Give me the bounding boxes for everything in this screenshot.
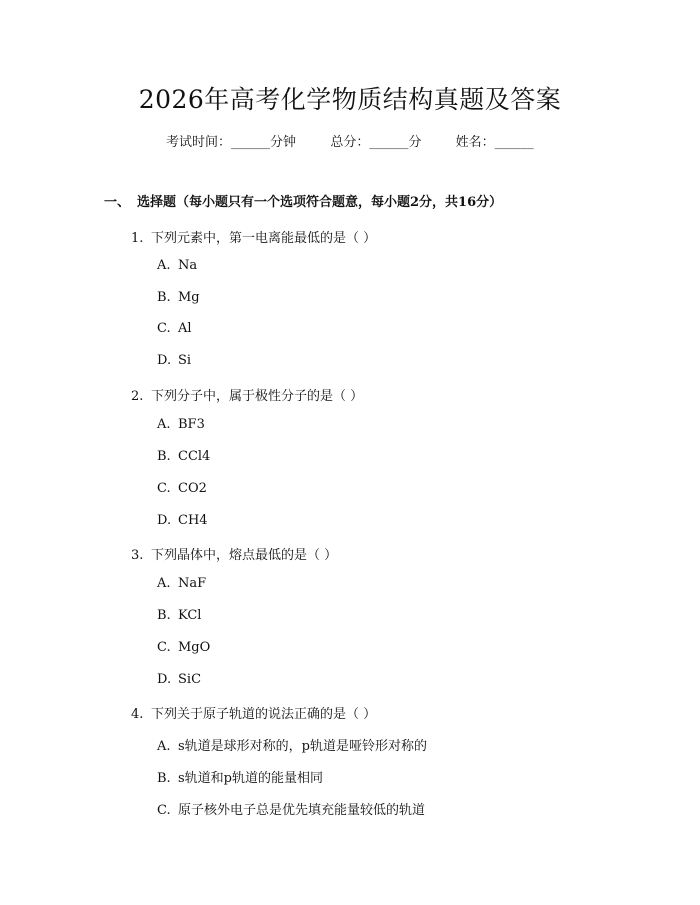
section-text: 选择题（每小题只有一个选项符合题意，每小题2分，共16分）: [137, 195, 503, 210]
option-letter: C.: [157, 481, 171, 496]
section-number: 一、: [104, 195, 131, 210]
time-unit: 分钟: [270, 135, 297, 150]
page-title: 2026年高考化学物质结构真题及答案: [138, 85, 562, 114]
option-3d: [157, 672, 201, 687]
exam-info-line: [166, 131, 534, 150]
option-text: BF3: [178, 417, 205, 432]
question-3: [131, 544, 337, 563]
option-3a: [157, 576, 206, 591]
question-text: 下列关于原子轨道的说法正确的是（ ）: [151, 707, 377, 722]
question-number: 3.: [131, 548, 144, 563]
option-text: Mg: [178, 290, 200, 305]
question-2: [131, 385, 363, 404]
option-text: s轨道和p轨道的能量相同: [178, 771, 323, 786]
option-1b: [157, 290, 200, 305]
question-text: 下列元素中，第一电离能最低的是（ ）: [151, 231, 377, 246]
name-blank: ______: [494, 135, 534, 150]
time-label: 考试时间：: [166, 135, 232, 150]
question-text: 下列分子中，属于极性分子的是（ ）: [151, 389, 364, 404]
option-text: 原子核外电子总是优先填充能量较低的轨道: [178, 803, 426, 818]
option-1a: [157, 258, 197, 273]
option-text: Na: [178, 258, 198, 273]
option-4b: [157, 767, 323, 786]
option-text: CO2: [178, 481, 207, 496]
option-letter: B.: [157, 608, 171, 623]
option-text: MgO: [178, 640, 211, 655]
option-letter: D.: [157, 672, 172, 687]
option-letter: A.: [157, 739, 171, 754]
option-2a: [157, 417, 205, 432]
option-text: SiC: [178, 672, 202, 687]
question-4: [131, 703, 376, 722]
option-2d: [157, 513, 208, 528]
score-label: 总分：: [330, 135, 370, 150]
option-letter: C.: [157, 640, 171, 655]
option-letter: D.: [157, 353, 172, 368]
option-text: NaF: [178, 576, 207, 591]
option-letter: A.: [157, 258, 171, 273]
option-2b: [157, 449, 210, 464]
option-1d: [157, 353, 191, 368]
option-letter: B.: [157, 290, 171, 305]
option-3c: [157, 640, 210, 655]
option-letter: C.: [157, 803, 171, 818]
option-text: KCl: [178, 608, 202, 623]
question-text: 下列晶体中，熔点最低的是（ ）: [151, 548, 338, 563]
option-text: Si: [178, 353, 192, 368]
score-blank: ______: [369, 135, 409, 150]
question-number: 1.: [131, 231, 144, 246]
option-4a: [157, 735, 427, 754]
option-letter: B.: [157, 771, 171, 786]
score-unit: 分: [408, 135, 422, 150]
option-text: CCl4: [178, 449, 211, 464]
option-letter: A.: [157, 417, 171, 432]
option-1c: [157, 321, 192, 336]
question-number: 2.: [131, 389, 144, 404]
name-label: 姓名：: [455, 135, 495, 150]
section-heading: [104, 191, 502, 210]
option-4c: [157, 799, 425, 818]
option-letter: A.: [157, 576, 171, 591]
option-letter: C.: [157, 321, 171, 336]
option-text: s轨道是球形对称的，p轨道是哑铃形对称的: [178, 739, 427, 754]
question-number: 4.: [131, 707, 144, 722]
option-letter: D.: [157, 513, 172, 528]
option-3b: [157, 608, 201, 623]
option-letter: B.: [157, 449, 171, 464]
option-text: CH4: [178, 513, 208, 528]
time-blank: ______: [231, 135, 271, 150]
question-1: [131, 227, 376, 246]
option-text: Al: [178, 321, 192, 336]
option-2c: [157, 481, 207, 496]
